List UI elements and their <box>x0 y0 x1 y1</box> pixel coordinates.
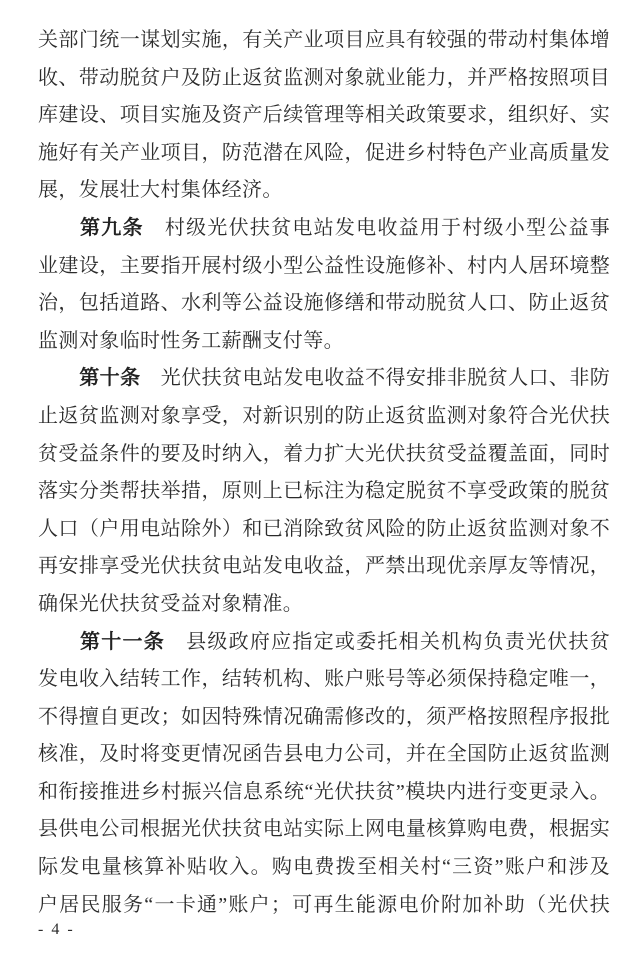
line-text: 核准，及时将变更情况函告县电力公司，并在全国防止返贫监测 <box>38 743 610 766</box>
line-text: 不得擅自更改；如因特殊情况确需修改的，须严格按照程序报批 <box>38 705 610 728</box>
line-text: 和衔接推进乡村振兴信息系统“光伏扶贫”模块内进行变更录入。 <box>38 780 610 803</box>
line-text: 村级光伏扶贫电站发电收益用于村级小型公益事 <box>163 216 610 239</box>
line-text: 贫受益条件的要及时纳入，着力扩大光伏扶贫受益覆盖面，同时 <box>38 442 610 465</box>
text-line <box>38 60 610 98</box>
line-text: 再安排享受光伏扶贫电站发电收益，严禁出现优亲厚友等情况， <box>38 555 610 578</box>
line-text: 止返贫监测对象享受，对新识别的防止返贫监测对象符合光伏扶 <box>38 404 610 427</box>
line-text: 户居民服务“一卡通”账户；可再生能源电价附加补助（光伏扶 <box>38 893 610 916</box>
article-heading-line <box>38 360 610 398</box>
line-text: 县级政府应指定或委托相关机构负责光伏扶贫 <box>185 630 610 653</box>
article-number: 第十条 <box>79 367 141 390</box>
text-line <box>38 586 610 624</box>
line-text: 库建设、项目实施及资产后续管理等相关政策要求，组织好、实 <box>38 104 610 127</box>
text-line <box>38 736 610 774</box>
line-text: 施好有关产业项目，防范潜在风险，促进乡村特色产业高质量发 <box>38 141 610 164</box>
line-text: 落实分类帮扶举措，原则上已标注为稳定脱贫不享受政策的脱贫 <box>38 480 610 503</box>
text-line <box>38 172 610 210</box>
text-line <box>38 774 610 812</box>
text-line <box>38 248 610 286</box>
line-text: 展，发展壮大村集体经济。 <box>38 179 283 202</box>
line-text: 人口（户用电站除外）和已消除致贫风险的防止返贫监测对象不 <box>38 517 610 540</box>
article-number: 第十一条 <box>79 630 166 653</box>
page-number: - 4 - <box>38 921 75 938</box>
text-line <box>38 849 610 887</box>
text-line <box>38 323 610 361</box>
text-line <box>38 135 610 173</box>
text-line <box>38 811 610 849</box>
line-text: 际发电量核算补贴收入。购电费拨至相关村“三资”账户和涉及 <box>38 856 610 879</box>
line-text: 业建设，主要指开展村级小型公益性设施修补、村内人居环境整 <box>38 254 610 277</box>
line-text: 县供电公司根据光伏扶贫电站实际上网电量核算购电费，根据实 <box>38 818 610 841</box>
line-text: 治，包括道路、水利等公益设施修缮和带动脱贫人口、防止返贫 <box>38 292 610 315</box>
line-text: 关部门统一谋划实施，有关产业项目应具有较强的带动村集体增 <box>38 29 610 51</box>
text-line <box>38 22 610 60</box>
line-text: 监测对象临时性务工薪酬支付等。 <box>38 329 344 352</box>
document-body <box>38 22 610 924</box>
line-text: 收、带动脱贫户及防止返贫监测对象就业能力，并严格按照项目 <box>38 66 610 89</box>
line-text: 光伏扶贫电站发电收益不得安排非脱贫人口、非防 <box>160 367 610 390</box>
article-heading-line <box>38 210 610 248</box>
text-line <box>38 887 610 925</box>
article-heading-line <box>38 624 610 662</box>
text-line <box>38 699 610 737</box>
article-number: 第九条 <box>79 216 144 239</box>
text-line <box>38 285 610 323</box>
line-text: 确保光伏扶贫受益对象精准。 <box>38 592 304 615</box>
text-line <box>38 398 610 436</box>
text-line <box>38 548 610 586</box>
text-line <box>38 97 610 135</box>
text-line <box>38 473 610 511</box>
text-line <box>38 661 610 699</box>
text-line <box>38 511 610 549</box>
text-line <box>38 436 610 474</box>
line-text: 发电收入结转工作，结转机构、账户账号等必须保持稳定唯一， <box>38 668 610 691</box>
